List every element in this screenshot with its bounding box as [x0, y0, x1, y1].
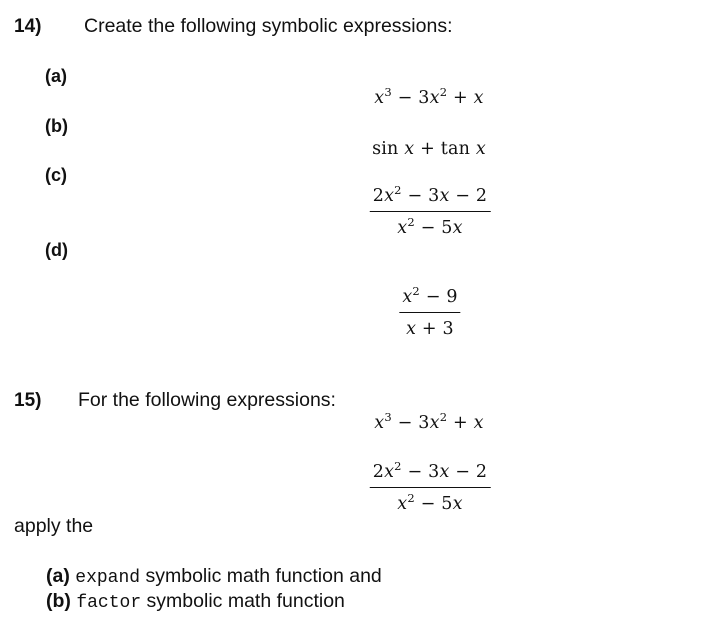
fraction-denominator: $x^2 - 5x$: [397, 215, 463, 238]
question-14-prompt: Create the following symbolic expressions:: [84, 15, 453, 37]
item-label: (b): [46, 590, 71, 612]
instruction-item-b: [46, 590, 345, 613]
fraction-denominator: x + 3: [406, 319, 454, 339]
fraction-bar: [370, 211, 491, 212]
part-c-label: (c): [45, 165, 67, 185]
apply-text: apply the: [14, 515, 94, 537]
item-text: symbolic math function: [141, 590, 345, 612]
expression-15-second: [370, 459, 491, 514]
question-15-number: 15): [14, 390, 42, 411]
instruction-item-a: [46, 565, 382, 588]
fraction-numerator: $2x^2 - 3x - 2$: [372, 459, 488, 482]
question-15-prompt: For the following expressions:: [78, 389, 336, 411]
expression-15-first: $x^3 - 3x^2 + x$: [374, 410, 484, 433]
fraction-bar: [399, 312, 460, 313]
code-expand: expand: [75, 568, 141, 588]
item-label: (a): [46, 565, 70, 587]
expression-14c: [370, 183, 491, 238]
expression-14b: sin x + tan x: [372, 139, 486, 159]
question-14-number: 14): [14, 16, 42, 37]
part-d-label: (d): [45, 240, 68, 260]
part-a-label: (a): [45, 66, 67, 86]
expression-14d: [399, 284, 460, 339]
part-b-label: (b): [45, 116, 68, 136]
fraction-bar: [370, 487, 491, 488]
item-text: symbolic math function and: [140, 565, 382, 587]
fraction-denominator: $x^2 - 5x$: [397, 491, 463, 514]
code-factor: factor: [76, 593, 142, 613]
fraction-numerator: $x^2 - 9$: [402, 284, 458, 307]
fraction-numerator: $2x^2 - 3x - 2$: [372, 183, 488, 206]
expression-14a: $x^3 - 3x^2 + x$: [374, 85, 484, 108]
